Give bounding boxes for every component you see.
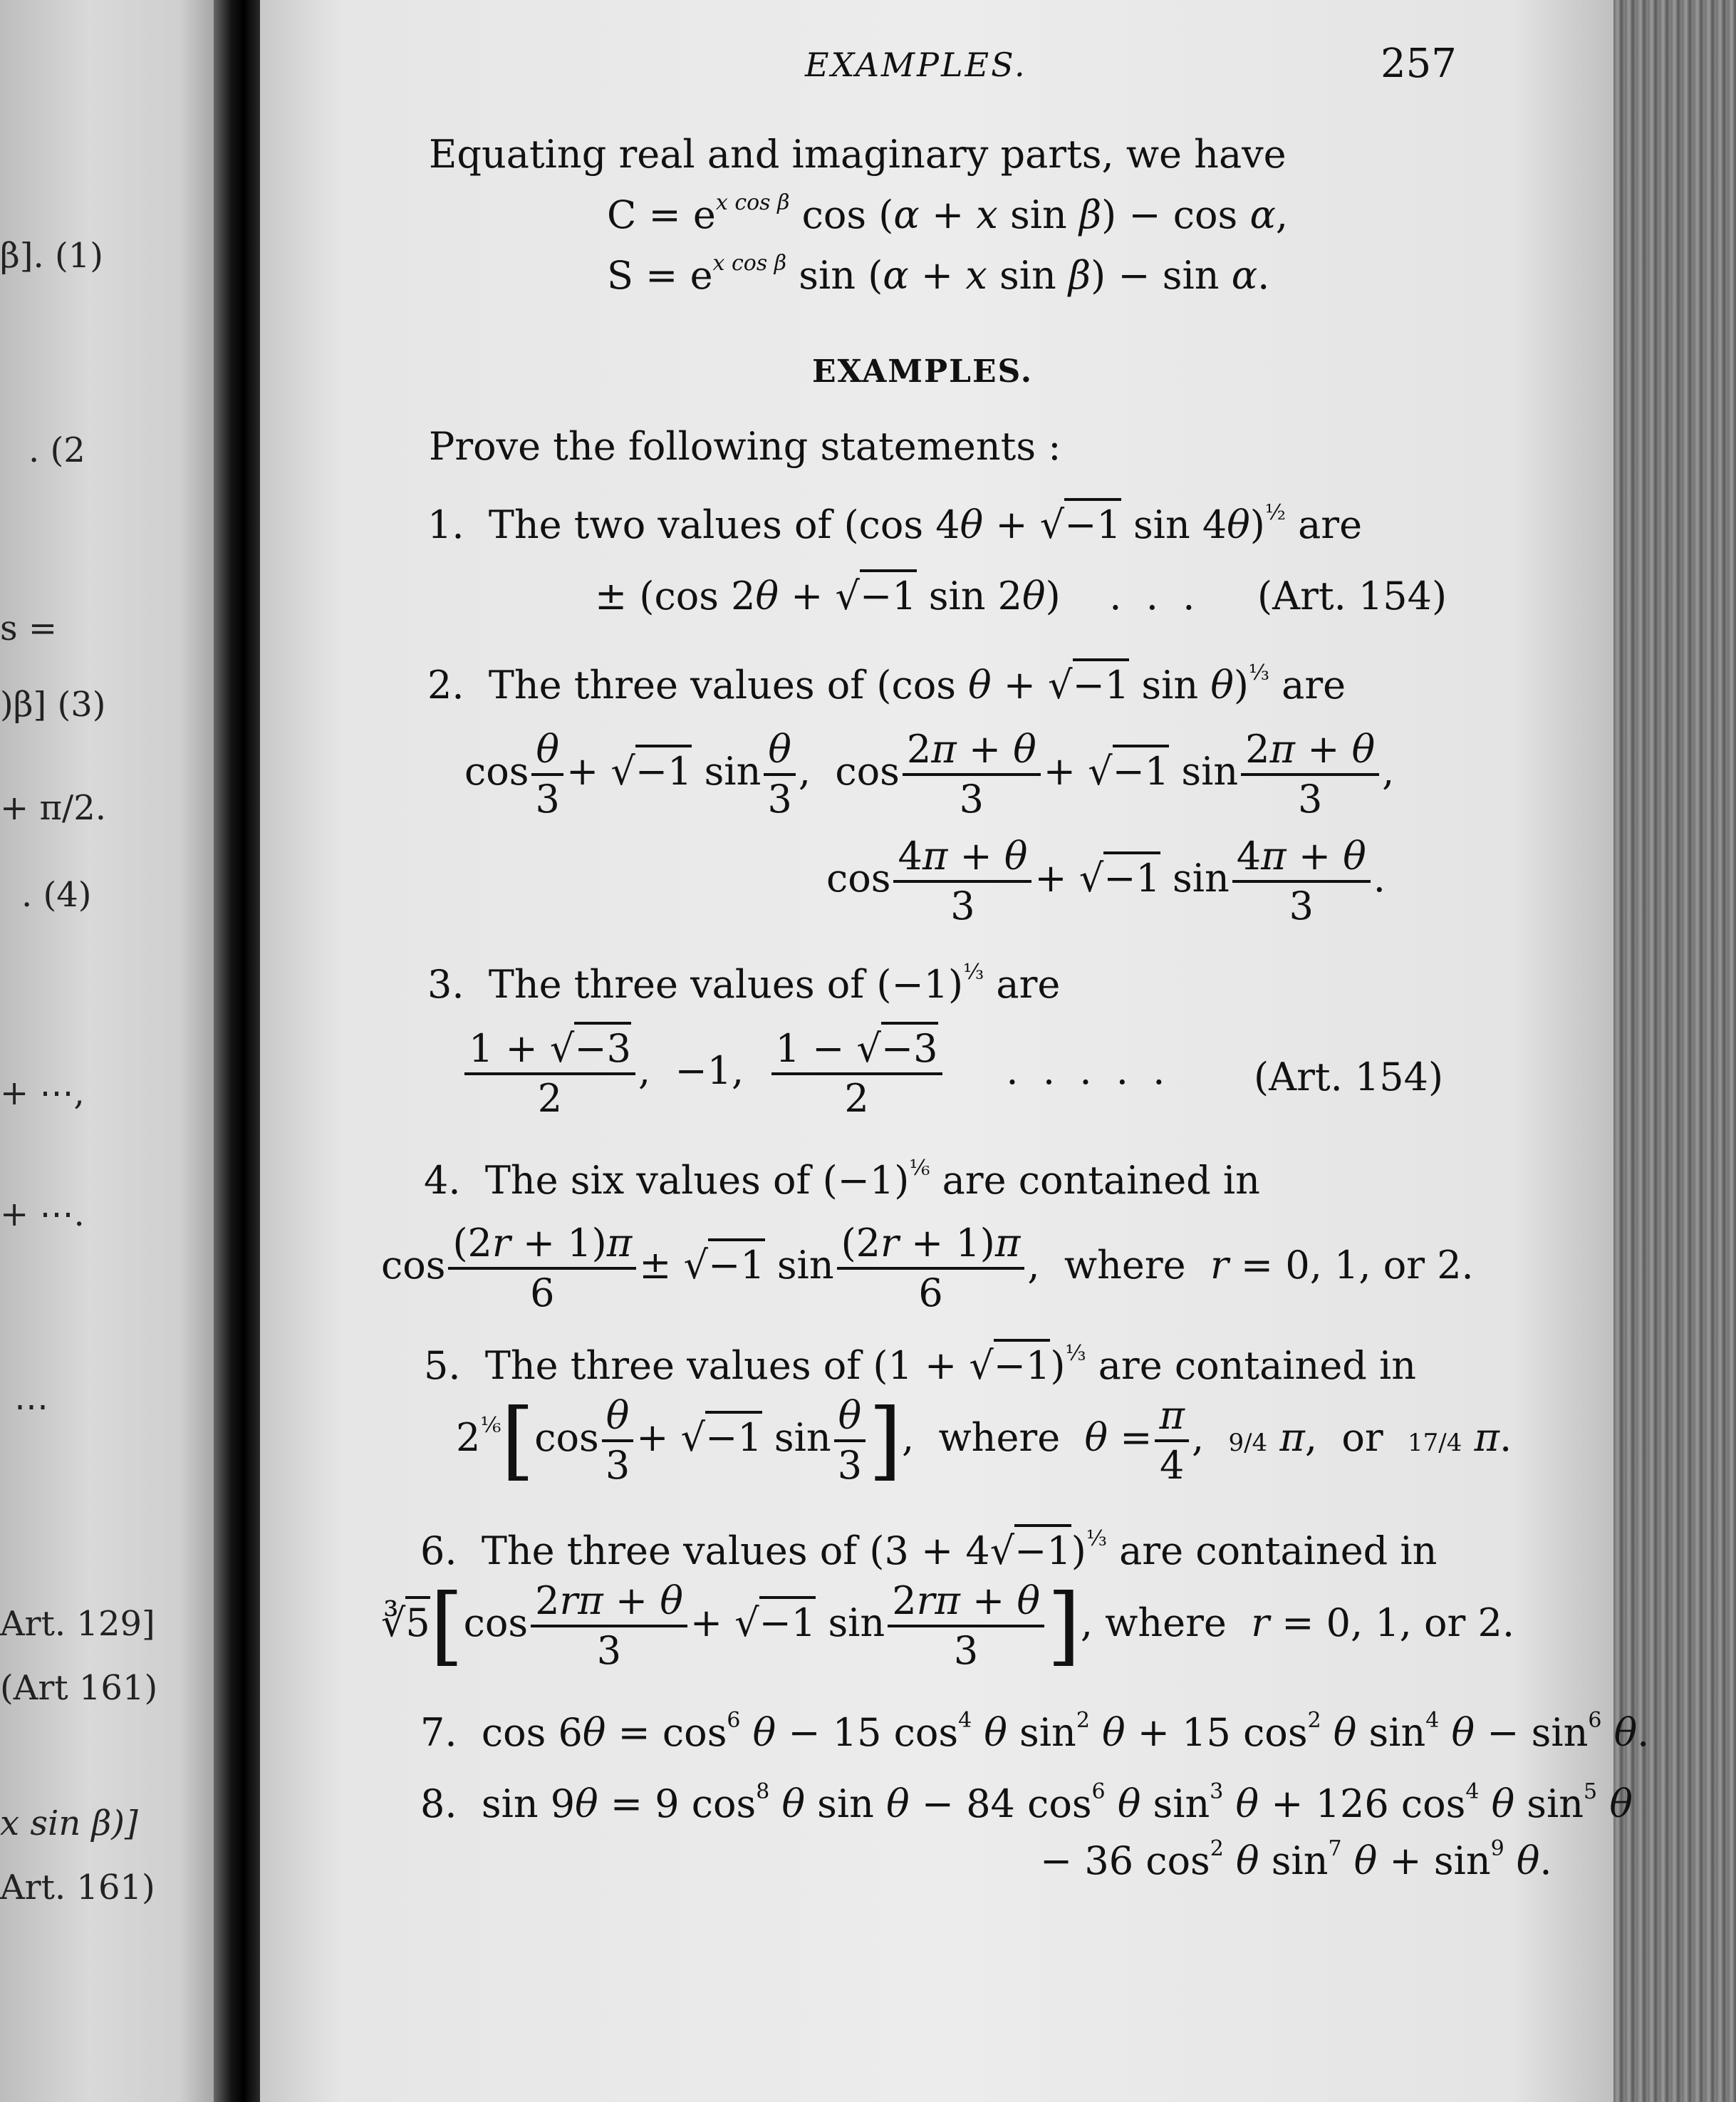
example-3-roots: $\frac{1 + √-3}{2}$ , −1, $\frac{1 - √-3}{2}$ . . . . . bbox=[462, 1030, 1165, 1118]
example-6-roots: ∛5[cos $\frac{2r\pi + \theta}{3}$ + √−1 sin $\frac{2r\pi + \theta}{3}$ ], where r = 0, 1, or 2. bbox=[381, 1576, 1514, 1675]
example-2: 2. The three values of (cos θ + √−1 sin θ)$^{\frac{1}{3}}$ are bbox=[427, 663, 1346, 705]
left-fragment: β]. (1) bbox=[0, 236, 103, 276]
example-5: 5. The three values of $(1 + √-1)^{\frac{1}{3}}$ are contained in bbox=[424, 1343, 1416, 1385]
intro-equation-c: $C = e^{x cos \beta}$ cos (α + x sin β) − cos α, bbox=[607, 190, 1289, 237]
left-fragment: s = bbox=[0, 609, 58, 648]
left-fragment: Art. 129] bbox=[0, 1604, 155, 1644]
left-fragment: )β] (3) bbox=[0, 685, 106, 725]
section-title: EXAMPLES. bbox=[812, 353, 1034, 390]
left-fragment: + π/2. bbox=[0, 788, 106, 828]
left-fragment: Art. 161) bbox=[0, 1868, 155, 1907]
left-fragment: . (2 bbox=[28, 430, 85, 470]
example-8-line1: 8. sin 9θ = 9 $\cos^8 \theta$ sin θ − 84 $\cos^6 \theta$ $\sin^3 \theta + 126$ $\cos^4 \theta$ $\sin^5 \theta$ bbox=[420, 1779, 1633, 1826]
left-fragment: + ⋯, bbox=[0, 1073, 85, 1113]
example-1: 1. The two values of (cos 4θ + √−1 sin 4θ)$^{\frac{1}{2}}$ are bbox=[427, 502, 1362, 544]
left-fragment: . (4) bbox=[21, 875, 92, 915]
example-1-ref: (Art. 154) bbox=[1257, 574, 1447, 618]
example-3-ref: (Art. 154) bbox=[1254, 1055, 1444, 1099]
example-2-roots-line2: cos $\frac{4\pi + \theta}{3}$ + √−1 sin $\frac{4\pi + \theta}{3}$ . bbox=[826, 834, 1386, 928]
left-fragment: ⋯ bbox=[14, 1387, 48, 1427]
example-2-roots-line1: cos $\frac{\theta}{3}$ + √−1 sin $\frac{\theta}{3}$ , cos $\frac{2\pi + \theta}{3}$ + √−1 sin $\frac{2\pi + \theta}{3}$ , bbox=[464, 727, 1395, 822]
example-4: 4. The six values of $(-1)^{\frac{1}{6}}$ are contained in bbox=[424, 1156, 1260, 1203]
page-number: 257 bbox=[1381, 41, 1457, 87]
example-5-roots: $2^{\frac{1}{6}}[\cos$ $\frac{\theta}{3}$ + √−1 sin $\frac{\theta}{3}$ ], where θ = $\frac{\pi}{4}$ , 9/4 π, or 17/4 π. bbox=[456, 1391, 1512, 1490]
left-page bbox=[0, 0, 224, 2102]
prompt: Prove the following statements : bbox=[429, 424, 1061, 469]
example-1-result: ± (cos 2θ + √−1 sin 2θ) . . . bbox=[595, 577, 1232, 616]
left-fragment: + ⋯. bbox=[0, 1194, 85, 1234]
example-4-roots: cos $\frac{(2r + 1)\pi}{6}$ ± √−1 sin $\frac{(2r + 1)\pi}{6}$ , where r = 0, 1, or 2. bbox=[381, 1221, 1474, 1315]
example-3: 3. The three values of $(-1)^{\frac{1}{3}}$ are bbox=[427, 960, 1061, 1007]
left-fragment: x sin β)] bbox=[0, 1803, 138, 1843]
intro-text: Equating real and imaginary parts, we have bbox=[429, 132, 1287, 177]
left-fragment: (Art 161) bbox=[0, 1668, 158, 1708]
example-7: 7. $\cos 6\theta = \cos^6 \theta - 15$ $\cos^4 \theta$ $\sin^2 \theta + 15$ $\cos^2 \theta$ $\sin^4 \theta - \sin^6 \theta$. bbox=[420, 1708, 1650, 1755]
example-8-line2: − 36 $\cos^2 \theta$ $\sin^7 \theta + \sin^9 \theta$. bbox=[1040, 1836, 1552, 1883]
running-header: EXAMPLES. bbox=[805, 46, 1027, 84]
intro-equation-s: $S = e^{x cos \beta}$ sin (α + x sin β) − sin α. bbox=[607, 251, 1270, 298]
book-spine bbox=[214, 0, 264, 2102]
example-6: 6. The three values of $(3 + 4√-1)^{\frac{1}{3}}$ are contained in bbox=[420, 1528, 1437, 1570]
